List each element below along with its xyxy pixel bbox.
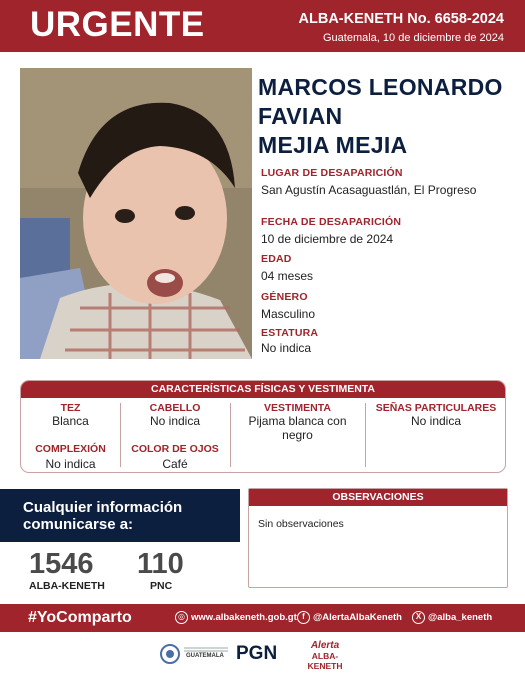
alert-location-date: Guatemala, 10 de diciembre de 2024 <box>322 32 504 44</box>
person-name-line-3: MEJIA MEJIA <box>258 132 408 158</box>
genero-value: Masculino <box>261 307 316 321</box>
x-link[interactable]: @alba_keneth <box>428 612 493 623</box>
alba-logo-line-2: ALBA-KENETH <box>307 651 343 671</box>
vestimenta-label: VESTIMENTA <box>264 402 331 414</box>
complexion-label: COMPLEXIÓN <box>35 443 106 455</box>
vestimenta-value-line-2: negro <box>282 428 313 442</box>
alba-keneth-logo <box>298 640 352 671</box>
cabello-value: No indica <box>149 414 201 428</box>
globe-icon: ◎ <box>175 611 188 624</box>
pgn-logo-text: PGN <box>236 643 278 664</box>
alba-logo-line-1: Alerta <box>310 640 340 651</box>
missing-person-photo <box>20 68 252 359</box>
senas-label: SEÑAS PARTICULARES <box>375 402 497 414</box>
phone-number-alba-keneth: 1546 <box>29 548 94 580</box>
edad-label: EDAD <box>261 253 292 265</box>
person-name-line-2: FAVIAN <box>258 103 343 129</box>
phone-label-alba-keneth: ALBA-KENETH <box>29 580 105 592</box>
fecha-value: 10 de diciembre de 2024 <box>261 232 394 246</box>
fecha-label: FECHA DE DESAPARICIÓN <box>261 216 402 228</box>
urgent-title: URGENTE <box>30 5 205 44</box>
observations-panel <box>248 488 508 588</box>
edad-value: 04 meses <box>261 269 314 283</box>
observations-text: Sin observaciones <box>258 518 344 530</box>
characteristics-title: CARACTERÍSTICAS FÍSICAS Y VESTIMENTA <box>21 381 505 398</box>
facebook-link[interactable]: @AlertaAlbaKeneth <box>313 612 402 623</box>
estatura-value: No indica <box>261 341 312 355</box>
phone-label-pnc: PNC <box>150 580 173 592</box>
photo-illustration <box>20 68 252 359</box>
observations-title: OBSERVACIONES <box>249 489 507 506</box>
genero-label: GÉNERO <box>261 291 308 303</box>
government-logo-text: GUATEMALA <box>186 653 224 659</box>
hashtag: #YoComparto <box>28 609 132 626</box>
characteristics-panel <box>20 380 506 473</box>
phone-number-pnc: 110 <box>137 548 184 580</box>
alert-number: ALBA-KENETH No. 6658-2024 <box>298 11 504 27</box>
vestimenta-value-line-1: Pijama blanca con <box>248 414 347 428</box>
cabello-label: CABELLO <box>149 402 201 414</box>
complexion-value: No indica <box>45 457 96 471</box>
tez-value: Blanca <box>52 414 89 428</box>
ojos-value: Café <box>162 457 188 471</box>
lugar-value: San Agustín Acasaguastlán, El Progreso <box>261 183 477 197</box>
lugar-label: LUGAR DE DESAPARICIÓN <box>261 167 403 179</box>
pgn-logo <box>236 643 284 667</box>
person-name-line-1: MARCOS LEONARDO <box>258 74 503 100</box>
senas-value: No indica <box>410 414 462 428</box>
website-link[interactable]: www.albakeneth.gob.gt <box>191 612 297 623</box>
contact-text <box>23 499 223 533</box>
x-icon: X <box>412 611 425 624</box>
contact-line-1: Cualquier información <box>23 499 183 516</box>
contact-line-2: comunicarse a: <box>23 516 134 533</box>
facebook-icon: f <box>297 611 310 624</box>
estatura-label: ESTATURA <box>261 327 319 339</box>
tez-label: TEZ <box>60 402 81 414</box>
ojos-label: COLOR DE OJOS <box>131 443 219 455</box>
government-logo <box>160 640 230 668</box>
